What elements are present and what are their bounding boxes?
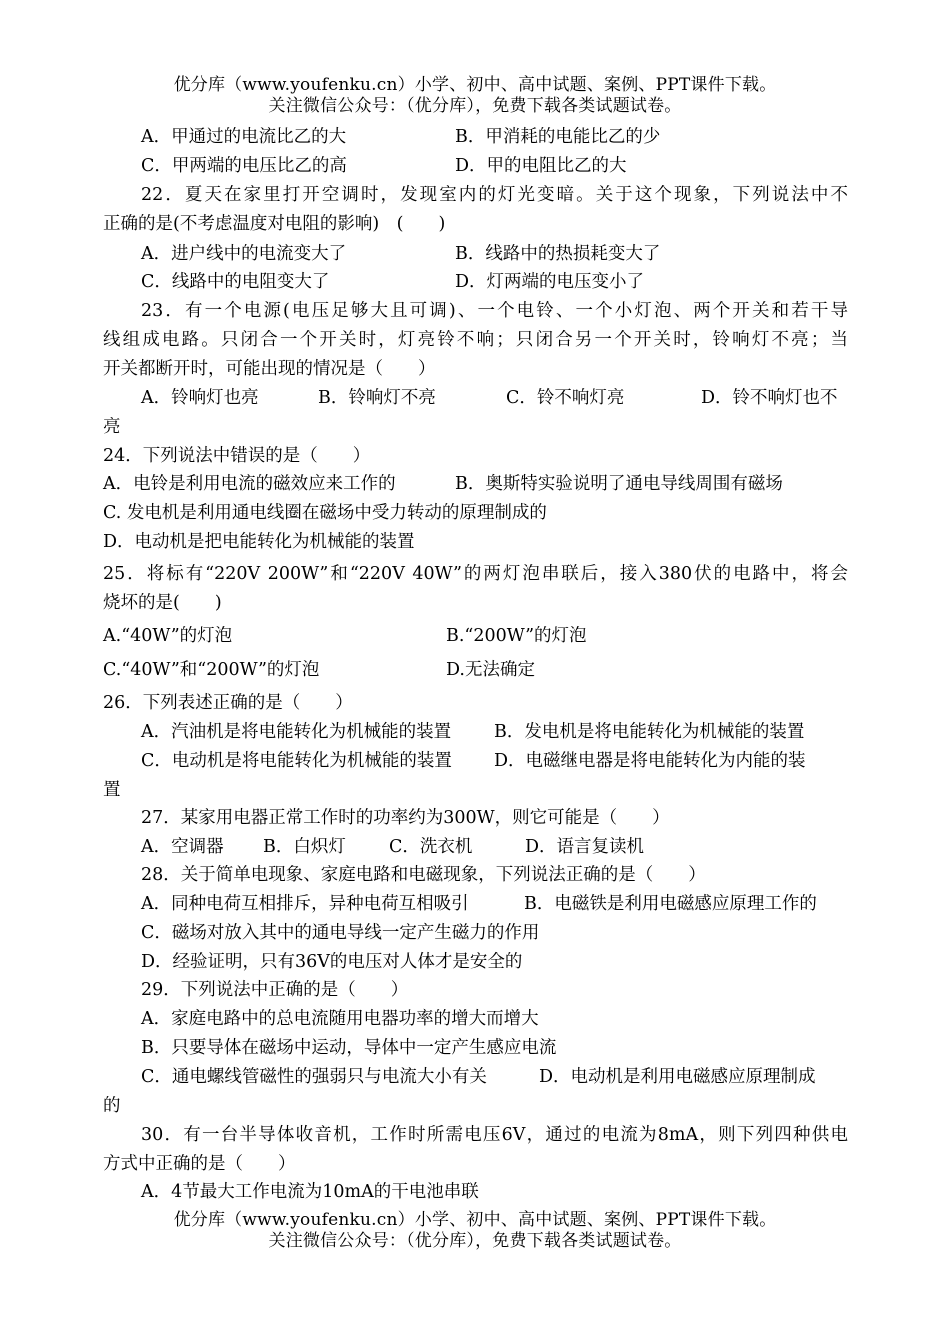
footer-line-1: 优分库（www.youfenku.cn）小学、初中、高中试题、案例、PPT课件下载。 — [173, 1210, 777, 1230]
q24-option-b: B．奥斯特实验说明了通电导线周围有磁场 — [455, 474, 783, 494]
q25-option-a: A.“40W”的灯泡 — [103, 626, 233, 646]
q24-option-d: D．电动机是把电能转化为机械能的装置 — [103, 532, 415, 552]
q23-option-d: D．铃不响灯也不 — [701, 388, 838, 408]
q21-option-b: B．甲消耗的电能比乙的少 — [455, 127, 661, 147]
footer-line-2: 关注微信公众号：（优分库），免费下载各类试题试卷。 — [268, 1231, 682, 1251]
q29-option-a: A．家庭电路中的总电流随用电器功率的增大而增大 — [141, 1009, 539, 1029]
q26-option-c: C．电动机是将电能转化为机械能的装置 — [141, 751, 452, 771]
q25-stem-line-1: 25．将标有“220V 200W”和“220V 40W”的两灯泡串联后，接入380伏的电路中，将会 — [103, 564, 848, 584]
q22-option-d: D．灯两端的电压变小了 — [455, 272, 645, 292]
q23-option-a: A．铃响灯也亮 — [141, 388, 259, 408]
q29-option-d: D．电动机是利用电磁感应原理制成 — [539, 1067, 816, 1087]
footer-banner — [0, 1210, 950, 1252]
q28-option-b: B．电磁铁是利用电磁感应原理工作的 — [524, 894, 817, 914]
q24-stem: 24．下列说法中错误的是（ ） — [103, 446, 371, 466]
q23-option-d-continued: 亮 — [103, 417, 121, 437]
q26-option-d: D．电磁继电器是将电能转化为内能的装 — [494, 751, 806, 771]
q30-option-a: A．4节最大工作电流为10mA的干电池串联 — [141, 1182, 479, 1202]
q22-stem-line-1: 22．夏天在家里打开空调时，发现室内的灯光变暗。关于这个现象，下列说法中不 — [141, 185, 848, 205]
q28-option-a: A．同种电荷互相排斥，异种电荷互相吸引 — [141, 894, 469, 914]
q30-stem-line-2: 方式中正确的是（ ） — [103, 1154, 296, 1174]
banner-line-2: 关注微信公众号：（优分库），免费下载各类试题试卷。 — [268, 96, 682, 116]
q27-option-a: A．空调器 — [141, 837, 224, 857]
q23-stem-line-2: 线组成电路。只闭合一个开关时，灯亮铃不响；只闭合另一个开关时，铃响灯不亮；当 — [103, 330, 848, 350]
q26-option-d-continued: 置 — [103, 780, 121, 800]
q26-option-a: A．汽油机是将电能转化为机械能的装置 — [141, 722, 452, 742]
q25-option-b: B.“200W”的灯泡 — [446, 626, 587, 646]
q29-option-b: B．只要导体在磁场中运动，导体中一定产生感应电流 — [141, 1038, 557, 1058]
q29-option-c: C．通电螺线管磁性的强弱只与电流大小有关 — [141, 1067, 487, 1087]
header-banner — [0, 75, 950, 117]
q22-option-b: B．线路中的热损耗变大了 — [455, 244, 661, 264]
q22-option-a: A．进户线中的电流变大了 — [141, 244, 347, 264]
q28-option-d: D．经验证明，只有36V的电压对人体才是安全的 — [141, 952, 523, 972]
q25-option-c: C.“40W”和“200W”的灯泡 — [103, 660, 320, 680]
q21-option-c: C．甲两端的电压比乙的高 — [141, 156, 347, 176]
q22-option-c: C．线路中的电阻变大了 — [141, 272, 330, 292]
q25-option-d: D.无法确定 — [446, 660, 535, 680]
q27-option-b: B．白炽灯 — [263, 837, 346, 857]
q27-option-d: D．语言复读机 — [525, 837, 645, 857]
q26-stem: 26．下列表述正确的是（ ） — [103, 693, 353, 713]
q24-option-c: C. 发电机是利用通电线圈在磁场中受力转动的原理制成的 — [103, 503, 547, 523]
q22-stem-line-2: 正确的是(不考虑温度对电阻的影响) ( ) — [103, 214, 446, 234]
q23-option-c: C．铃不响灯亮 — [506, 388, 625, 408]
q29-option-d-continued: 的 — [103, 1096, 121, 1116]
q29-stem: 29．下列说法中正确的是（ ） — [141, 980, 409, 1000]
q30-stem-line-1: 30．有一台半导体收音机，工作时所需电压6V，通过的电流为8mA，则下列四种供电 — [141, 1125, 848, 1145]
q27-option-c: C．洗衣机 — [389, 837, 473, 857]
banner-line-1: 优分库（www.youfenku.cn）小学、初中、高中试题、案例、PPT课件下载。 — [173, 75, 777, 95]
q24-option-a: A．电铃是利用电流的磁效应来工作的 — [103, 474, 396, 494]
q21-option-d: D．甲的电阻比乙的大 — [455, 156, 627, 176]
q23-option-b: B．铃响灯不亮 — [318, 388, 436, 408]
q21-option-a: A．甲通过的电流比乙的大 — [141, 127, 347, 147]
q23-stem-line-3: 开关都断开时，可能出现的情况是（ ） — [103, 359, 436, 379]
q23-stem-line-1: 23．有一个电源(电压足够大且可调)、一个电铃、一个小灯泡、两个开关和若干导 — [141, 301, 848, 321]
q25-stem-line-2: 烧坏的是( ) — [103, 593, 222, 613]
q27-stem: 27．某家用电器正常工作时的功率约为300W，则它可能是（ ） — [141, 808, 670, 828]
q28-option-c: C．磁场对放入其中的通电导线一定产生磁力的作用 — [141, 923, 540, 943]
q28-stem: 28．关于简单电现象、家庭电路和电磁现象，下列说法正确的是（ ） — [141, 865, 706, 885]
q26-option-b: B．发电机是将电能转化为机械能的装置 — [494, 722, 805, 742]
